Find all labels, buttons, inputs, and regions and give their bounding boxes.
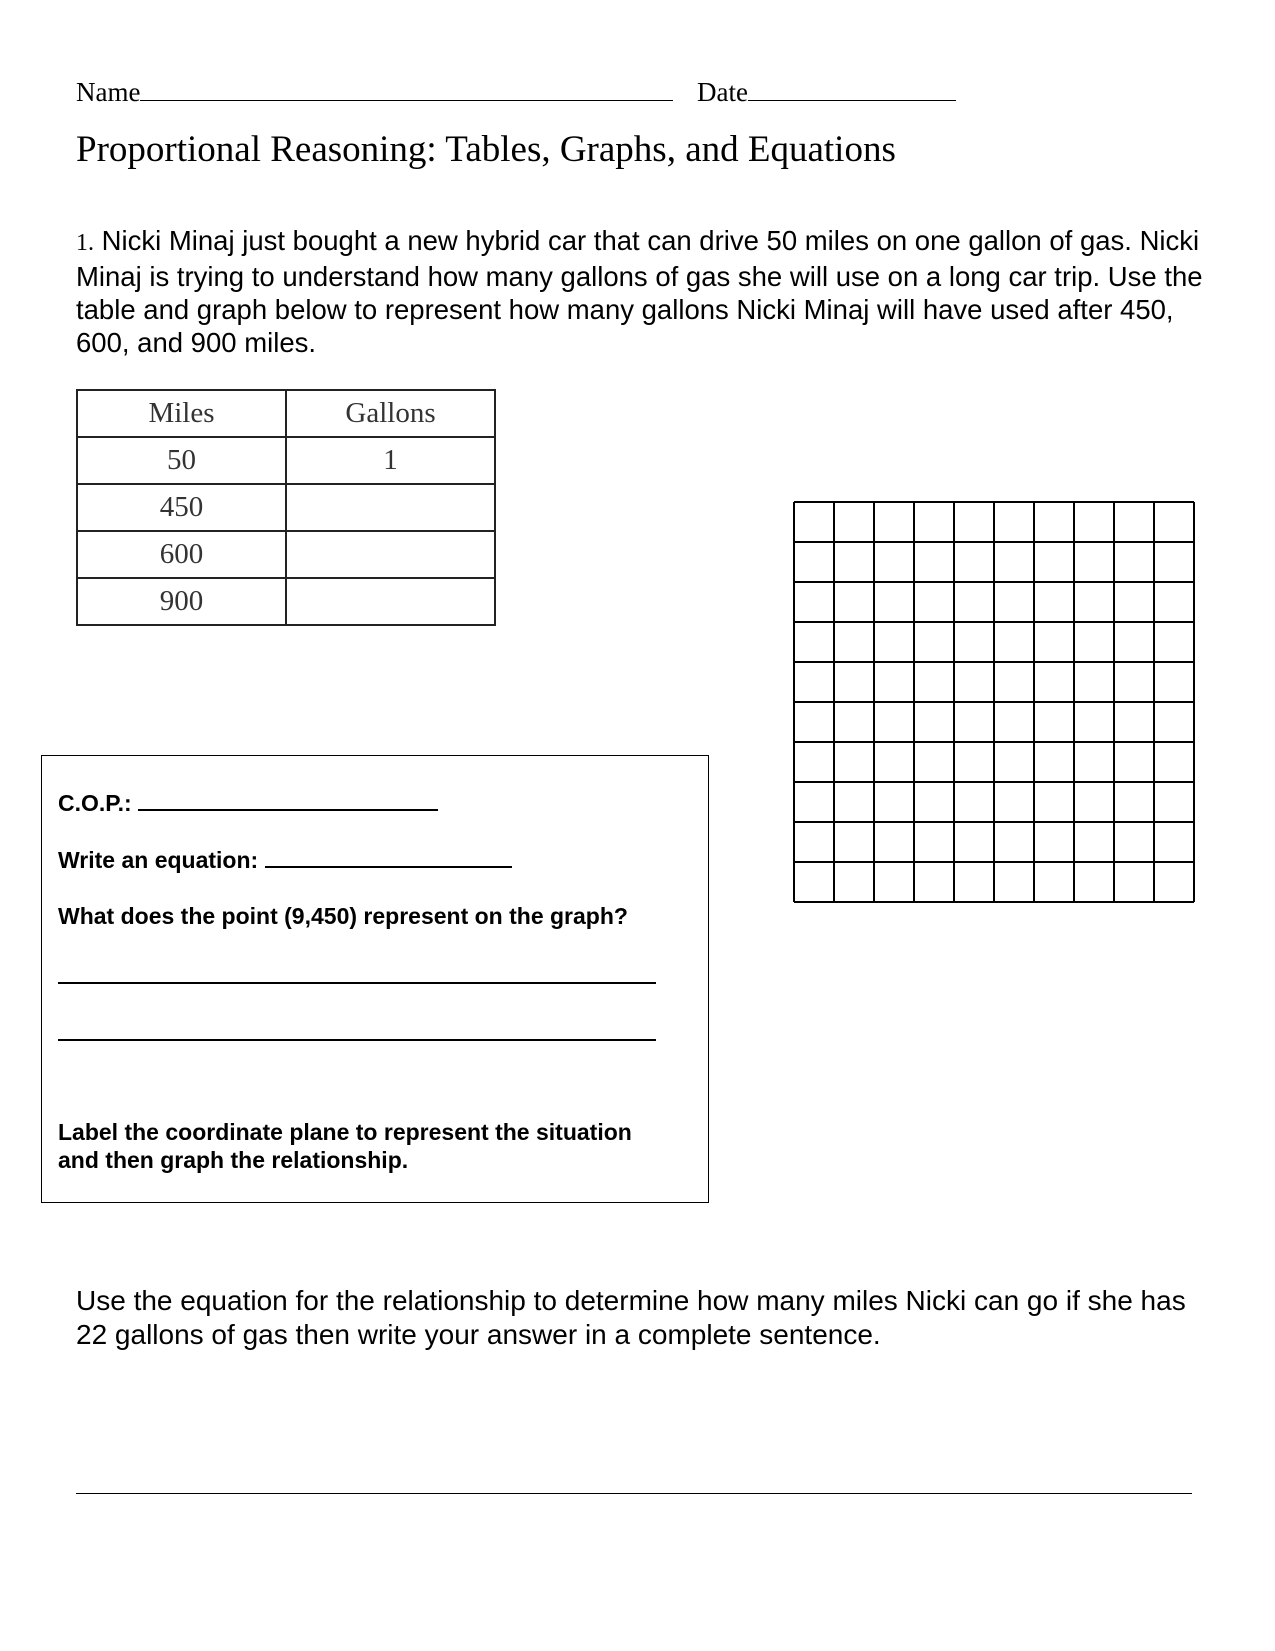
miles-cell: 450	[77, 484, 286, 531]
table-row	[77, 578, 495, 625]
equation-row	[58, 846, 512, 874]
miles-cell: 900	[77, 578, 286, 625]
header-row	[76, 74, 956, 108]
problem-number: 1.	[76, 230, 94, 256]
name-label: Name	[76, 77, 141, 107]
column-header-gallons: Gallons	[286, 390, 495, 437]
miles-gallons-table	[76, 389, 496, 626]
date-label: Date	[696, 77, 748, 107]
problem-body: Nicki Minaj just bought a new hybrid car that can drive 50 miles on one gallon of gas. Nicki Minaj is trying to understand how many gallons of gas she will use on a long car trip. Use the table and graph below to represent how many gallons Nicki Minaj will have used after 450, 600, and 900 miles.	[76, 225, 1203, 358]
problem-text	[76, 224, 1206, 359]
date-field[interactable]	[748, 74, 956, 101]
gallons-cell[interactable]	[286, 531, 495, 578]
miles-cell: 50	[77, 437, 286, 484]
table-row	[77, 484, 495, 531]
label-instruction-line-2: and then graph the relationship.	[58, 1147, 409, 1173]
question-box	[41, 755, 709, 1203]
cop-label: C.O.P.:	[58, 790, 132, 816]
gallons-cell[interactable]	[286, 578, 495, 625]
name-field[interactable]	[140, 74, 673, 101]
page-title: Proportional Reasoning: Tables, Graphs, and Equations	[76, 129, 896, 170]
equation-label: Write an equation:	[58, 847, 259, 873]
equation-answer-blank[interactable]	[265, 846, 512, 868]
table-row	[77, 437, 495, 484]
column-header-miles: Miles	[77, 390, 286, 437]
answer-line-bottom[interactable]	[76, 1493, 1192, 1494]
miles-cell: 600	[77, 531, 286, 578]
question-2: Use the equation for the relationship to determine how many miles Nicki can go if she has 22 gallons of gas then write your answer in a complete sentence.	[76, 1285, 1186, 1350]
table-row	[77, 531, 495, 578]
gallons-cell[interactable]	[286, 484, 495, 531]
cop-row	[58, 789, 438, 817]
point-question: What does the point (9,450) represent on the graph?	[58, 903, 628, 929]
cop-answer-blank[interactable]	[138, 789, 438, 811]
answer-line[interactable]	[58, 982, 656, 984]
table-header-row	[77, 390, 495, 437]
gallons-cell: 1	[286, 437, 495, 484]
coordinate-grid[interactable]	[793, 501, 1195, 903]
answer-line[interactable]	[58, 1039, 656, 1041]
label-instruction-line-1: Label the coordinate plane to represent the situation	[58, 1119, 632, 1145]
